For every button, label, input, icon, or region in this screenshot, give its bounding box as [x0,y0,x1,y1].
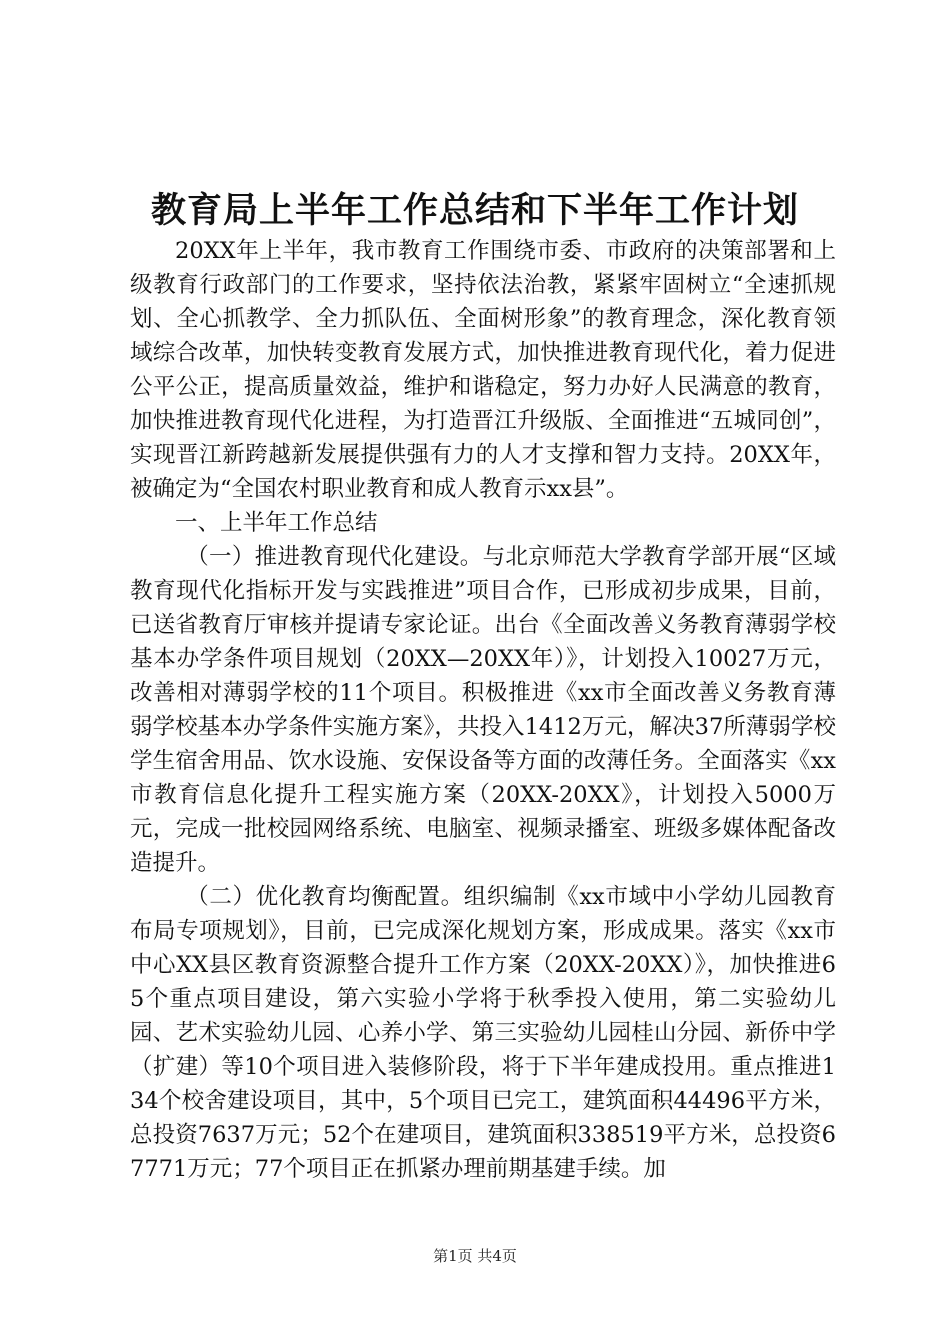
page-number-footer: 第1页 共4页 [433,1247,517,1265]
document-body [130,234,836,1186]
intro-paragraph: 20XX年上半年，我市教育工作围绕市委、市政府的决策部署和上级教育行政部门的工作要求，坚持依法治教，紧紧牢固树立“全速抓规划、全心抓教学、全力抓队伍、全面树形象”的教育理念，深化教育领域综合改革，加快转变教育发展方式，加快推进教育现代化，着力促进公平公正，提高质量效益，维护和谐稳定，努力办好人民满意的教育，加快推进教育现代化进程，为打造晋江升级版、全面推进“五城同创”，实现晋江新跨越新发展提供强有力的人才支撑和智力支持。20XX年，被确定为“全国农村职业教育和成人教育示xx县”。 [130,238,836,502]
section-heading: 一、上半年工作总结 [175,510,378,536]
paragraph-modernization: （一）推进教育现代化建设。与北京师范大学教育学部开展“区域教育现代化指标开发与实践推进”项目合作，已形成初步成果，目前，已送省教育厅审核并提请专家论证。出台《全面改善义务教育薄弱学校基本办学条件项目规划（20XX—20XX年）》，计划投入10027万元，改善相对薄弱学校的11个项目。积极推进《xx市全面改善义务教育薄弱学校基本办学条件实施方案》，共投入1412万元，解决37所薄弱学校学生宿舍用品、饮水设施、安保设备等方面的改薄任务。全面落实《xx市教育信息化提升工程实施方案（20XX-20XX》，计划投入5000万元，完成一批校园网络系统、电脑室、视频录播室、班级多媒体配备改造提升。 [130,544,836,876]
document-title: 教育局上半年工作总结和下半年工作计划 [150,190,799,231]
paragraph-balanced-allocation: （二）优化教育均衡配置。组织编制《xx市域中小学幼儿园教育布局专项规划》，目前，已完成深化规划方案，形成成果。落实《xx市中心XX县区教育资源整合提升工作方案（20XX-20XX）》，加快推进65个重点项目建设，第六实验小学将于秋季投入使用，第二实验幼儿园、艺术实验幼儿园、心养小学、第三实验幼儿园桂山分园、新侨中学（扩建）等10个项目进入装修阶段，将于下半年建成投用。重点推进134个校舍建设项目，其中，5个项目已完工，建筑面积44496平方米，总投资7637万元；52个在建项目，建筑面积338519平方米，总投资67771万元；77个项目正在抓紧办理前期基建手续。加 [130,884,836,1182]
